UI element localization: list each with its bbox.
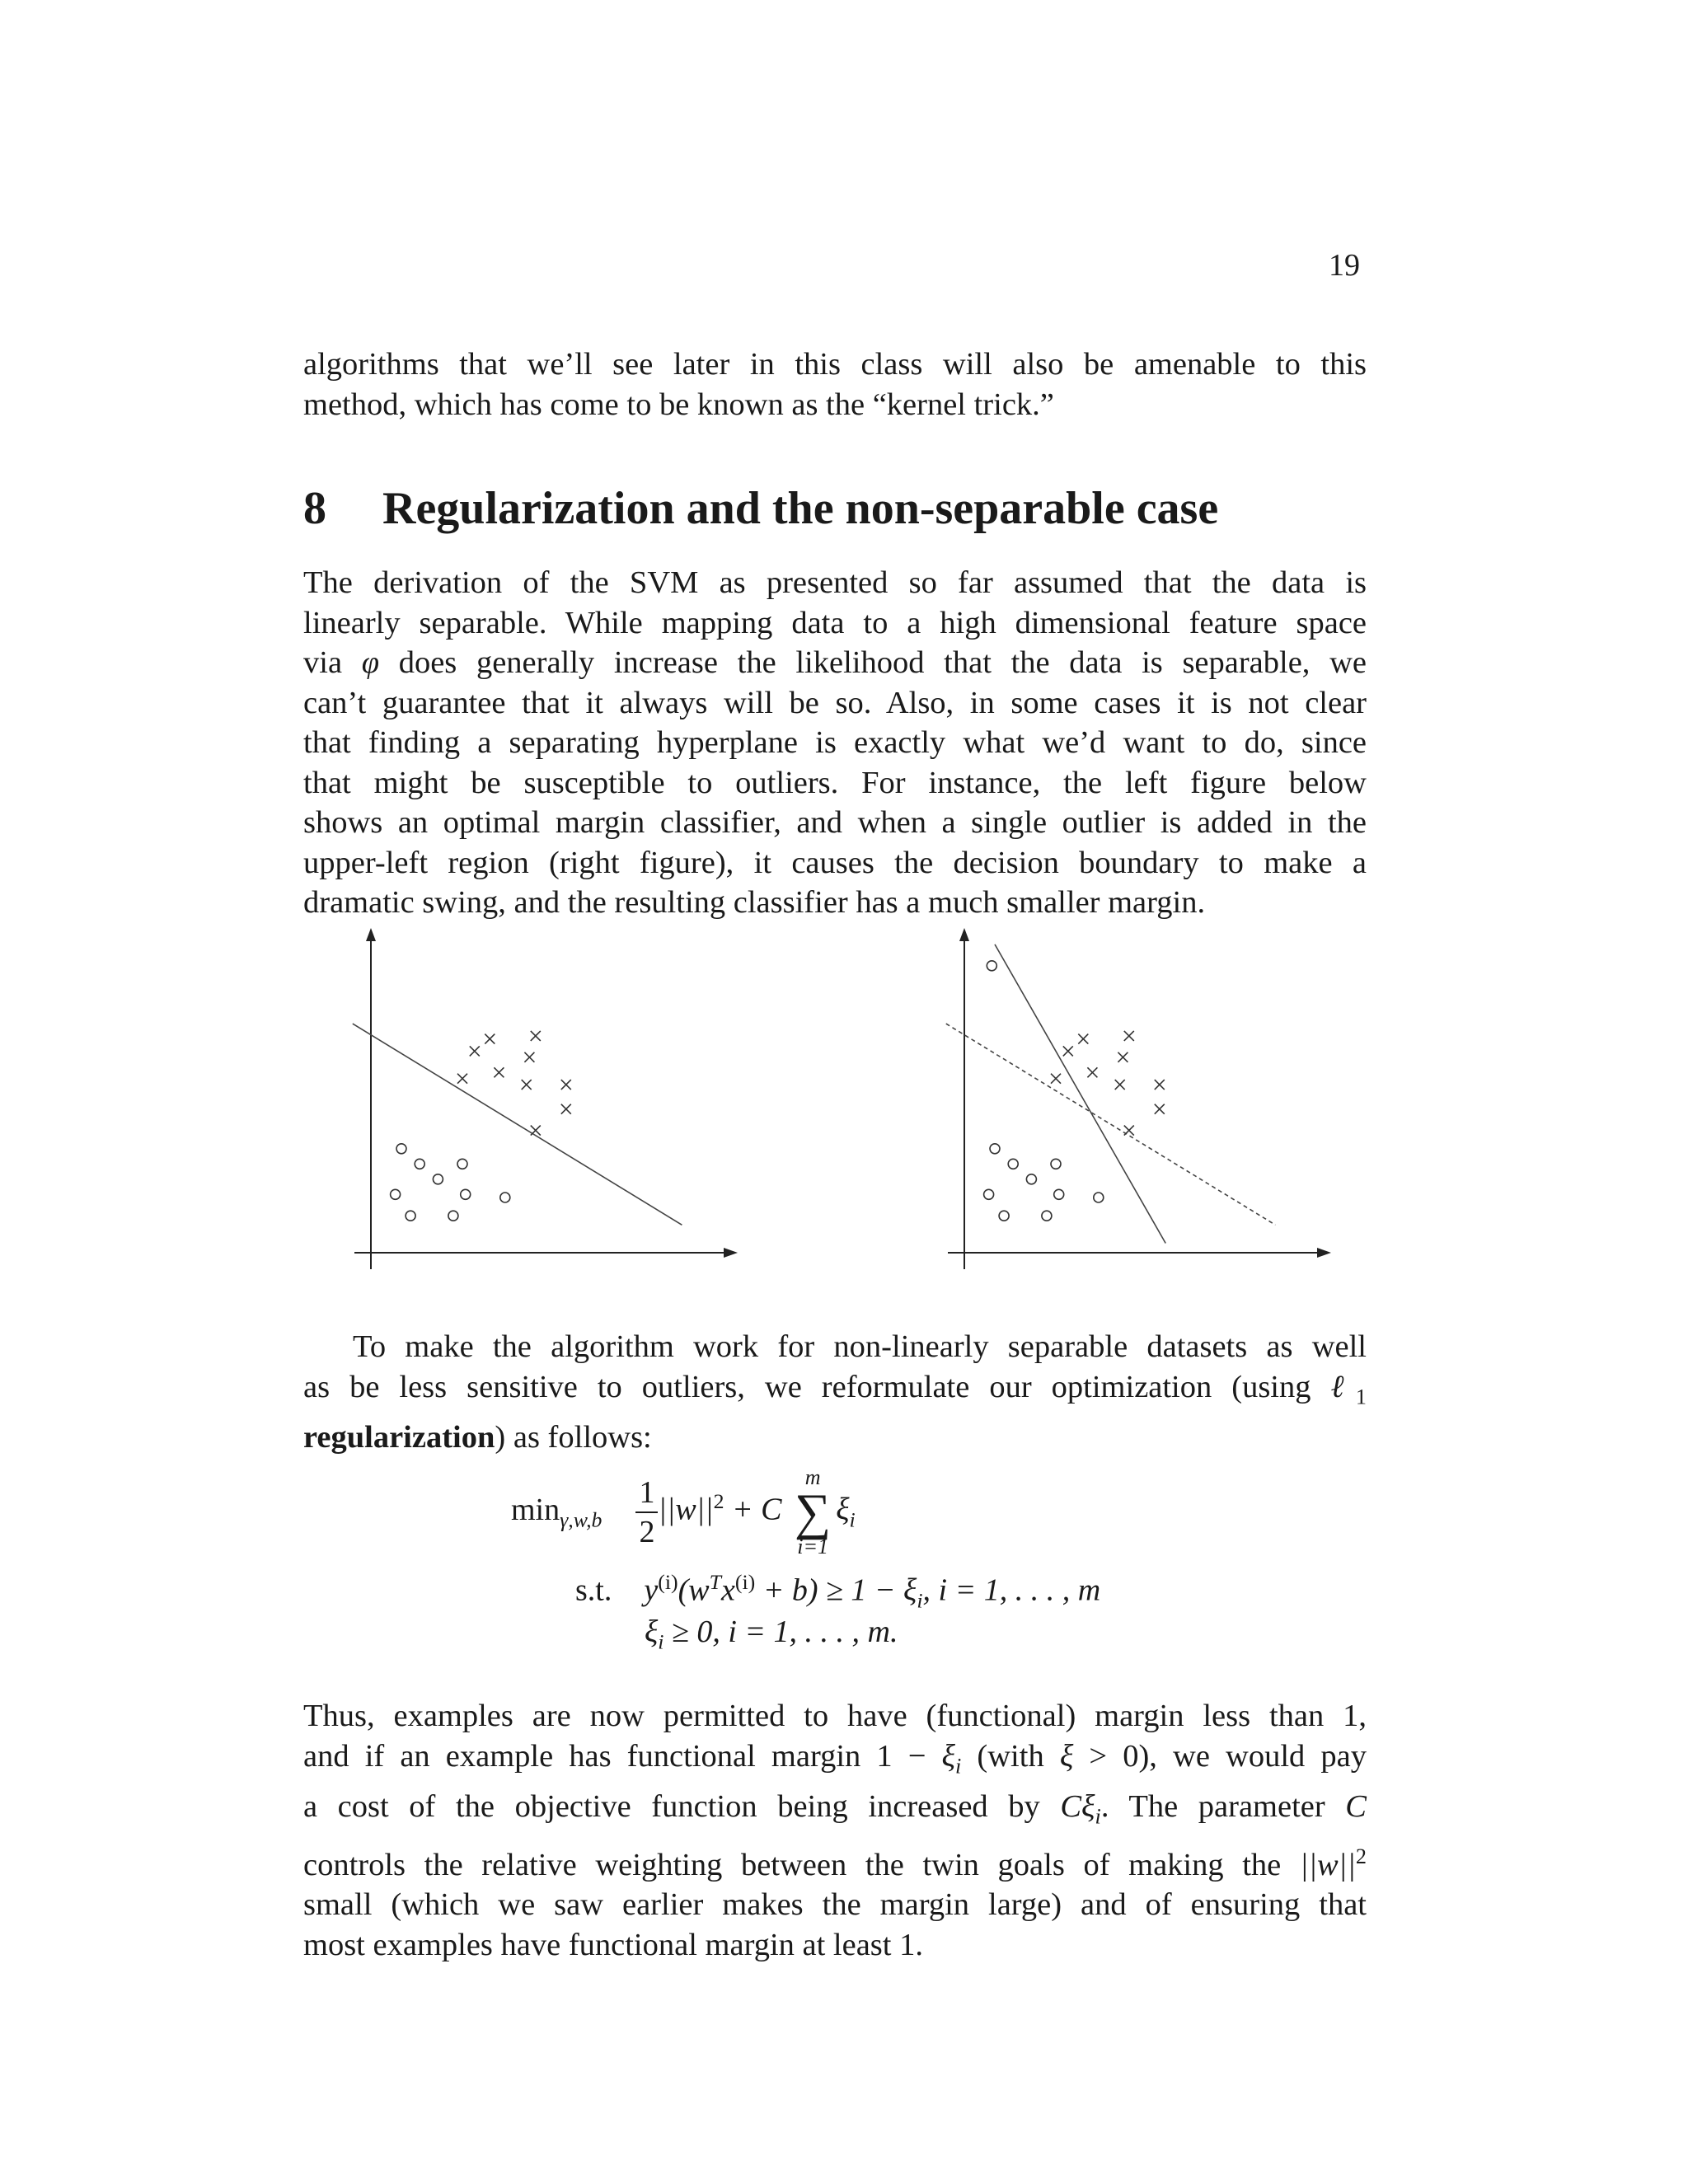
body-paragraph-3 [303, 1696, 1367, 1965]
text-line: can’t guarantee that it always will be so. Also, in some cases it is not clear [303, 685, 1367, 720]
regularization-term: regularization [303, 1419, 495, 1455]
cross-point [561, 1104, 571, 1114]
cross-point [1115, 1080, 1125, 1090]
phi-symbol: φ [361, 645, 380, 680]
cross-point [1118, 1052, 1128, 1062]
text-line: algorithms that we’ll see later in this class will also be amenable to this [303, 347, 1367, 382]
optimization-equation [511, 1467, 1253, 1673]
y-axis-arrow [959, 928, 969, 941]
st-label: s.t. [575, 1572, 612, 1608]
min-label: $\min_{\gamma,w,b}$ [511, 1492, 603, 1532]
one-half: $\frac{1}{2}$ [635, 1477, 658, 1548]
text-line: linearly separable. While mapping data to a high dimensional feature space [303, 605, 1367, 640]
cross-point [1051, 1074, 1061, 1084]
constraint-row-1: s.t. $y^{(i)}(w^Tx^{(i)} + b) \ge 1 - \xi_i$, i = 1, . . . , m [575, 1570, 1101, 1613]
text-line: most examples have functional margin at least 1. [303, 1927, 923, 1962]
cross-point [1155, 1104, 1165, 1114]
circle-point [433, 1174, 443, 1184]
objective-row: $\min_{\gamma,w,b}$ $\frac{1}{2}$ $||w||^2 + C$ m ∑ i=1 $\xi_i$ [511, 1465, 856, 1558]
cross-point [524, 1052, 534, 1062]
cross-point [522, 1080, 532, 1090]
cross-point [470, 1046, 480, 1056]
text-line: that might be susceptible to outliers. For instance, the left figure below [303, 765, 1367, 800]
text-line: as be less sensitive to outliers, we reformulate our optimization (using ℓ$_1$ [303, 1369, 1367, 1409]
text-line: controls the relative weighting between the twin goals of making the $||w||^2$ [303, 1844, 1367, 1882]
circle-point [1094, 1193, 1104, 1202]
x-axis-arrow [724, 1248, 738, 1258]
x-axis-arrow [1317, 1248, 1331, 1258]
cross-point [1087, 1067, 1097, 1077]
summation: m ∑ i=1 [795, 1465, 832, 1558]
cross-point [531, 1031, 541, 1041]
text-line: a cost of the objective function being increased by $C\xi_i$. The parameter C [303, 1788, 1367, 1829]
cross-point [531, 1126, 541, 1136]
intro-paragraph [303, 344, 1367, 424]
circle-point [457, 1159, 467, 1169]
circle-point [1054, 1189, 1064, 1199]
cross-point [1124, 1126, 1134, 1136]
text-line: shows an optimal margin classifier, and when a single outlier is added in the [303, 805, 1367, 840]
circle-point [999, 1211, 1009, 1221]
decision-boundary [995, 944, 1165, 1244]
circle-point [984, 1189, 994, 1199]
cross-point [457, 1074, 467, 1084]
circle-point [461, 1189, 471, 1199]
decision-boundary [353, 1024, 682, 1225]
text-line: method, which has come to be known as the “kernel trick.” [303, 387, 1054, 422]
text-line: via φ does generally increase the likelihood that the data is separable, we [303, 645, 1367, 680]
page-number: 19 [1329, 248, 1360, 283]
cross-point [494, 1067, 504, 1077]
text-line: small (which we saw earlier makes the margin large) and of ensuring that [303, 1887, 1367, 1923]
section-heading [303, 482, 1367, 535]
circle-point [415, 1159, 424, 1169]
circle-point [987, 961, 996, 971]
circle-point [448, 1211, 458, 1221]
left-figure [353, 928, 738, 1269]
section-title: Regularization and the non-separable case [382, 483, 1219, 534]
text-line: and if an example has functional margin $1 - \xi_i$ (with ξ > 0), we would pay [303, 1738, 1367, 1779]
body-paragraph-2 [303, 1327, 1367, 1457]
cross-point [561, 1080, 571, 1090]
circle-point [990, 1144, 1000, 1154]
y-axis-arrow [366, 928, 376, 941]
svm-figures [330, 923, 1352, 1286]
circle-point [1008, 1159, 1018, 1169]
body-paragraph-1 [303, 563, 1367, 923]
cross-point [1063, 1046, 1073, 1056]
cross-point [1124, 1031, 1134, 1041]
ell-symbol: ℓ [1330, 1369, 1356, 1404]
text-line: upper-left region (right figure), it causes the decision boundary to make a [303, 845, 1367, 880]
text-line: dramatic swing, and the resulting classifier has a much smaller margin. [303, 885, 1206, 920]
circle-point [391, 1189, 401, 1199]
cross-point [1078, 1034, 1088, 1044]
circle-point [500, 1193, 510, 1202]
circle-point [1026, 1174, 1036, 1184]
text-line: regularization) as follows: [303, 1419, 652, 1455]
cross-point [485, 1034, 495, 1044]
circle-point [396, 1144, 406, 1154]
original-decision-boundary [946, 1024, 1276, 1225]
cross-point [1155, 1080, 1165, 1090]
text-line: Thus, examples are now permitted to have (functional) margin less than 1, [303, 1699, 1367, 1733]
section-number: 8 [303, 483, 326, 534]
circle-point [406, 1211, 415, 1221]
text-line: To make the algorithm work for non-linearly separable datasets as well [353, 1329, 1367, 1364]
text-line: The derivation of the SVM as presented so far assumed that the data is [303, 565, 1367, 600]
right-figure [946, 928, 1331, 1269]
circle-point [1042, 1211, 1052, 1221]
constraint-row-2: $\xi_i \ge 0$, i = 1, . . . , m. [645, 1615, 898, 1654]
figures-container [330, 923, 1352, 1286]
text-line: that finding a separating hyperplane is exactly what we’d want to do, since [303, 725, 1367, 760]
circle-point [1051, 1159, 1061, 1169]
